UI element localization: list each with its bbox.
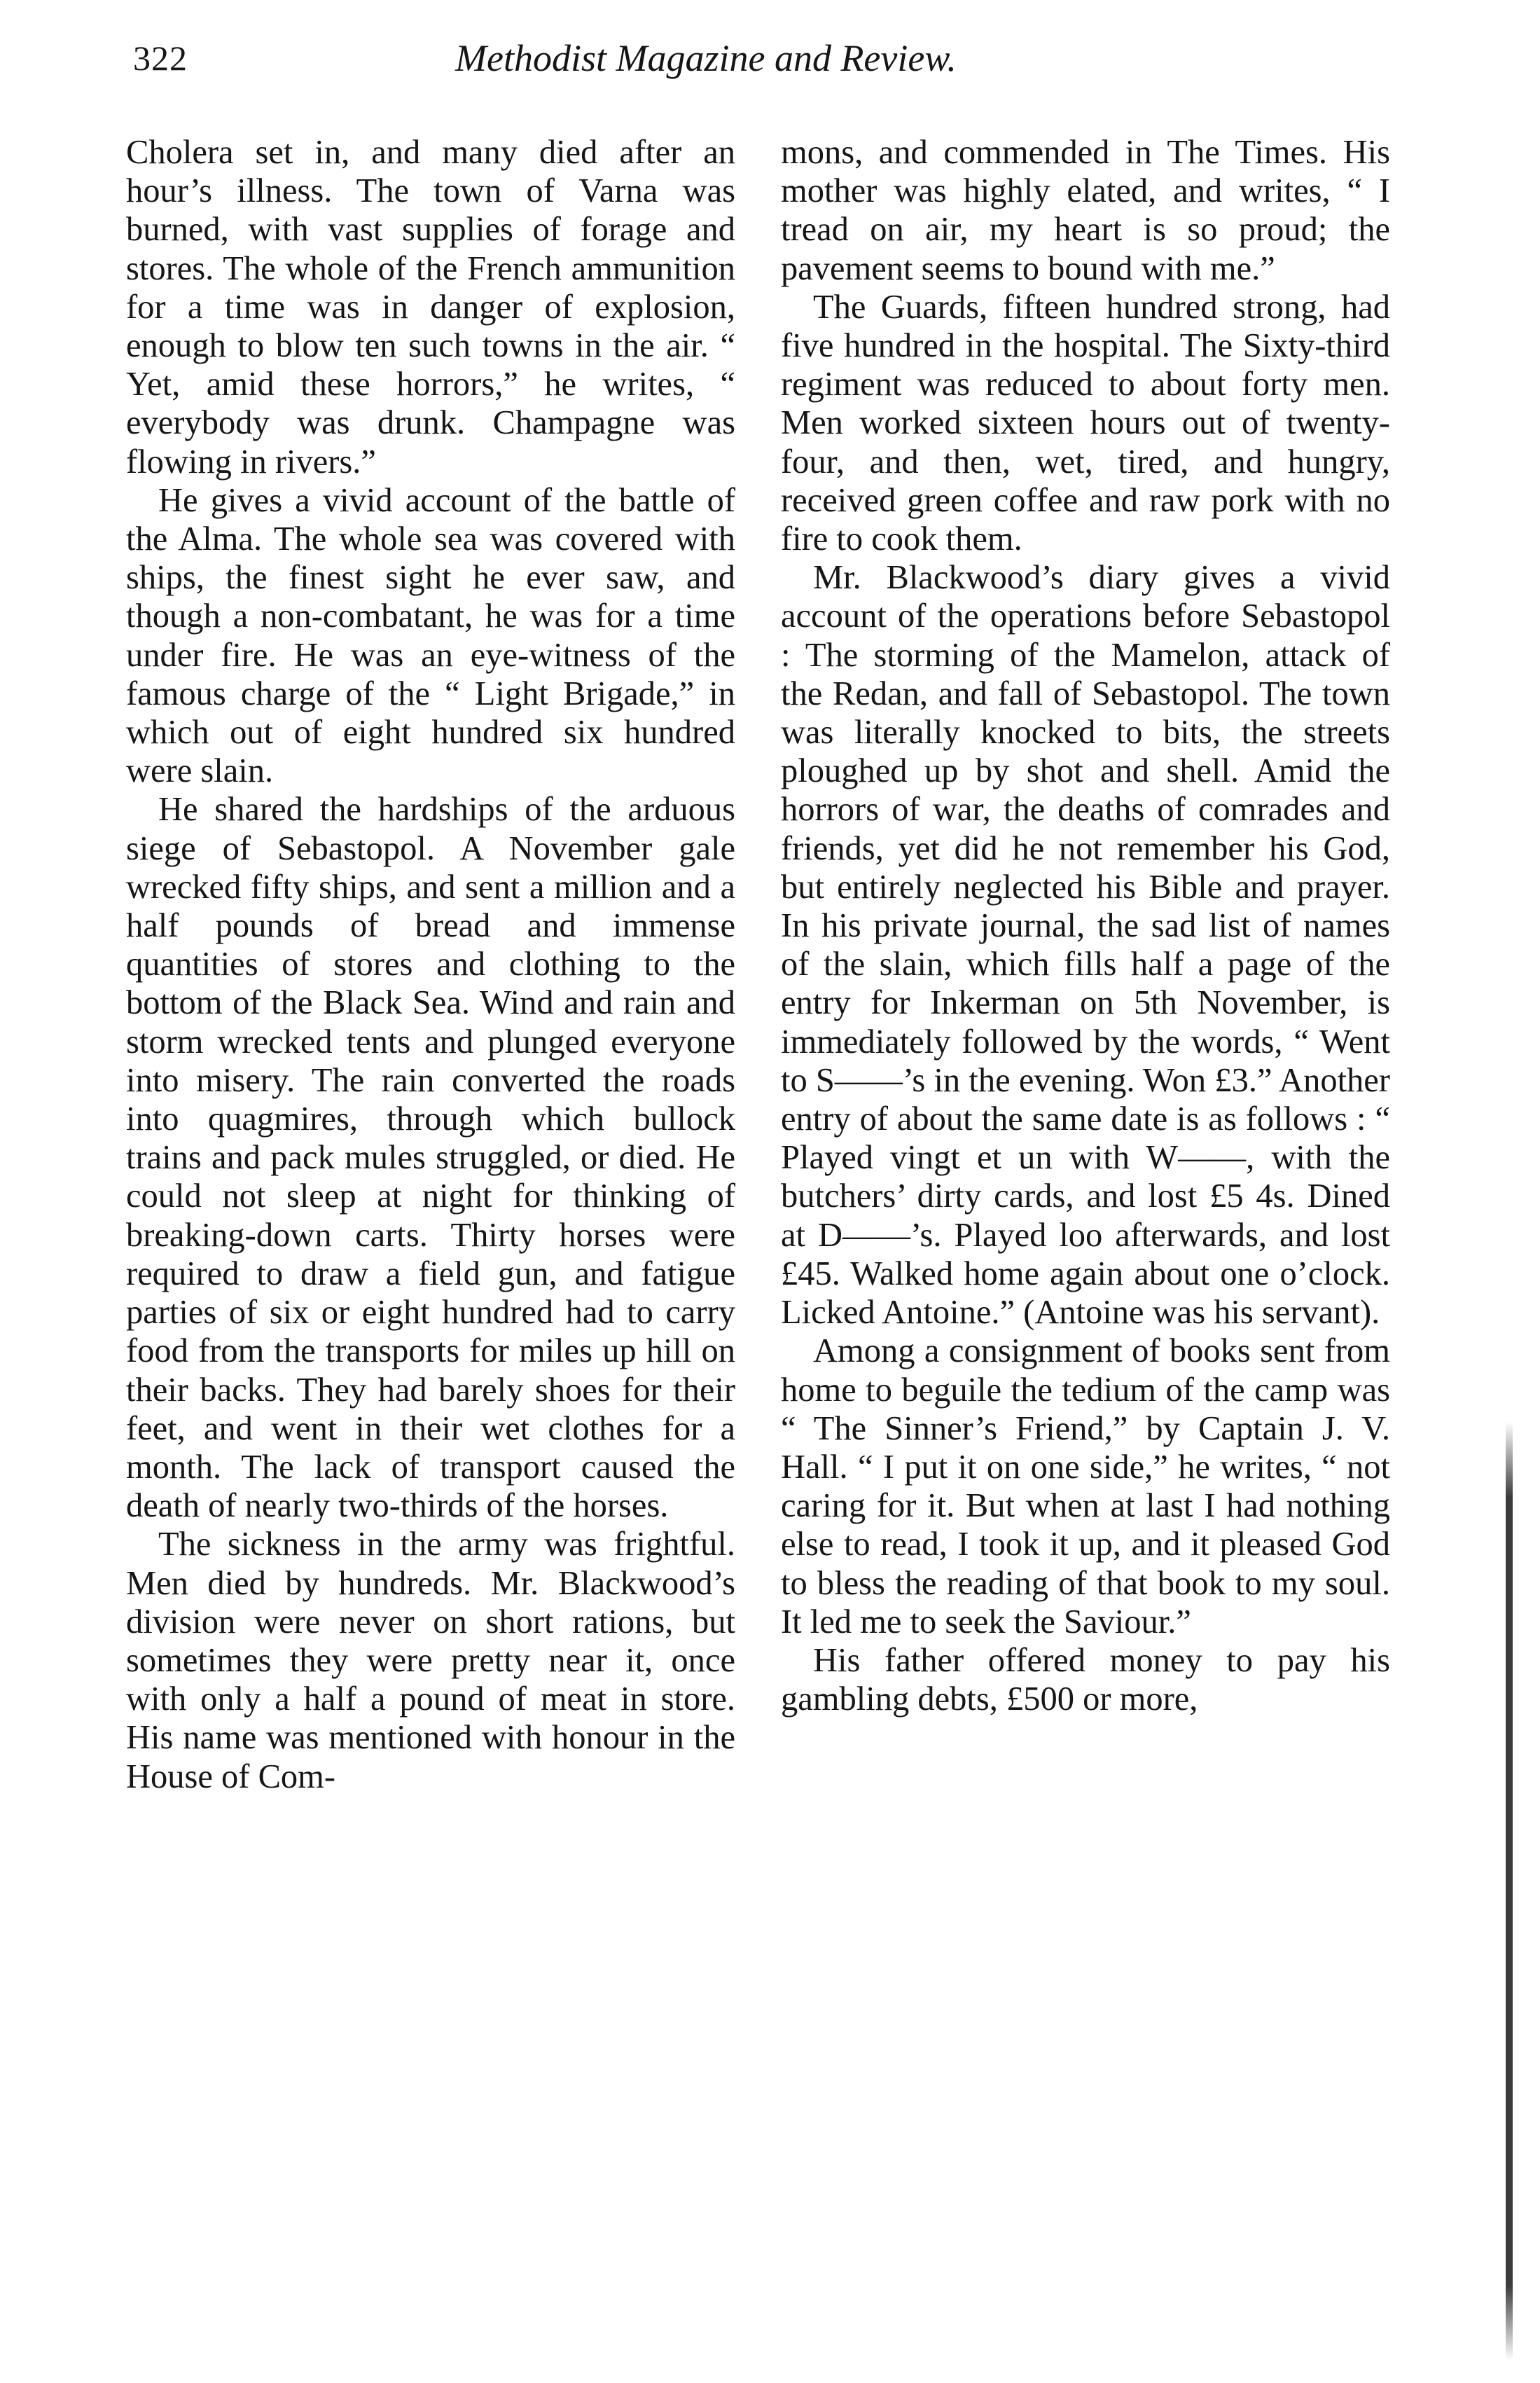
paragraph: The sickness in the army was frightful. Men died by hundreds. Mr. Blackwood’s division were never on short rations, but sometimes they were pretty near it, once with only a half a pound of meat in store. His name was mentioned with honour in the House of Com- bbox=[126, 1526, 735, 1795]
paragraph: His father offered money to pay his gambling debts, £500 or more, bbox=[781, 1641, 1390, 1718]
running-title: Methodist Magazine and Review. bbox=[455, 37, 957, 79]
paragraph: He shared the hardships of the arduous siege of Sebastopol. A November gale wrecked fifty ships, and sent a million and a half pounds of bread and immense quantities of stores and clothing to the bottom of the Black Sea. Wind and rain and storm wrecked tents and plunged everyone into misery. The rain converted the roads into quagmires, through which bullock trains and pack mules struggled, or died. He could not sleep at night for thinking of breaking-down carts. Thirty horses were required to draw a field gun, and fatigue parties of six or eight hundred had to carry food from the transports for miles up hill on their backs. They had barely shoes for their feet, and went in their wet clothes for a month. The lack of transport caused the death of nearly two-thirds of the horses. bbox=[126, 791, 735, 1525]
paragraph: Mr. Blackwood’s diary gives a vivid account of the operations before Sebastopol : The storming of the Mamelon, attack of the Redan, and fall of Sebastopol. The town was literally knocked to bits, the streets ploughed up by shot and shell. Amid the horrors of war, the deaths of comrades and friends, yet did he not remember his God, but entirely neglected his Bible and prayer. In his private journal, the sad list of names of the slain, which fills half a page of the entry for Inkerman on 5th November, is immediately followed by the words, “ Went to S——’s in the evening. Won £3.” Another entry of about the same date is as follows : “ Played vingt et un with W——, with the butchers’ dirty cards, and lost £5 4s. Dined at D——’s. Played loo afterwards, and lost £45. Walked home again about one o’clock. Licked Antoine.” (Antoine was his servant). bbox=[781, 559, 1390, 1332]
page-number: 322 bbox=[133, 39, 188, 78]
paragraph: He gives a vivid account of the battle of the Alma. The whole sea was covered with ships, the finest sight he ever saw, and though a non-combatant, he was for a time under fire. He was an eye-witness of the famous charge of the “ Light Brigade,” in which out of eight hundred six hundred were slain. bbox=[126, 481, 735, 790]
left-column bbox=[126, 133, 735, 1796]
paragraph: Among a consignment of books sent from home to beguile the tedium of the camp was “ The Sinner’s Friend,” by Captain J. V. Hall. “ I put it on one side,” he writes, “ not caring for it. But when at last I had nothing else to read, I took it up, and it pleased God to bless the reading of that book to my soul. It led me to seek the Saviour.” bbox=[781, 1332, 1390, 1641]
paragraph: Cholera set in, and many died after an hour’s illness. The town of Varna was burned, with vast supplies of forage and stores. The whole of the French ammunition for a time was in danger of explosion, enough to blow ten such towns in the air. “ Yet, amid these horrors,” he writes, “ everybody was drunk. Champagne was flowing in rivers.” bbox=[126, 134, 735, 481]
paragraph: mons, and commended in The Times. His mother was highly elated, and writes, “ I tread on air, my heart is so proud; the pavement seems to bound with me.” bbox=[781, 134, 1390, 287]
paragraph: The Guards, fifteen hundred strong, had five hundred in the hospital. The Sixty-third regiment was reduced to about forty men. Men worked sixteen hours out of twenty-four, and then, wet, tired, and hungry, received green coffee and raw pork with no fire to cook them. bbox=[781, 288, 1390, 558]
margin-scan-mark bbox=[1506, 1422, 1513, 2361]
right-column bbox=[781, 133, 1390, 1718]
